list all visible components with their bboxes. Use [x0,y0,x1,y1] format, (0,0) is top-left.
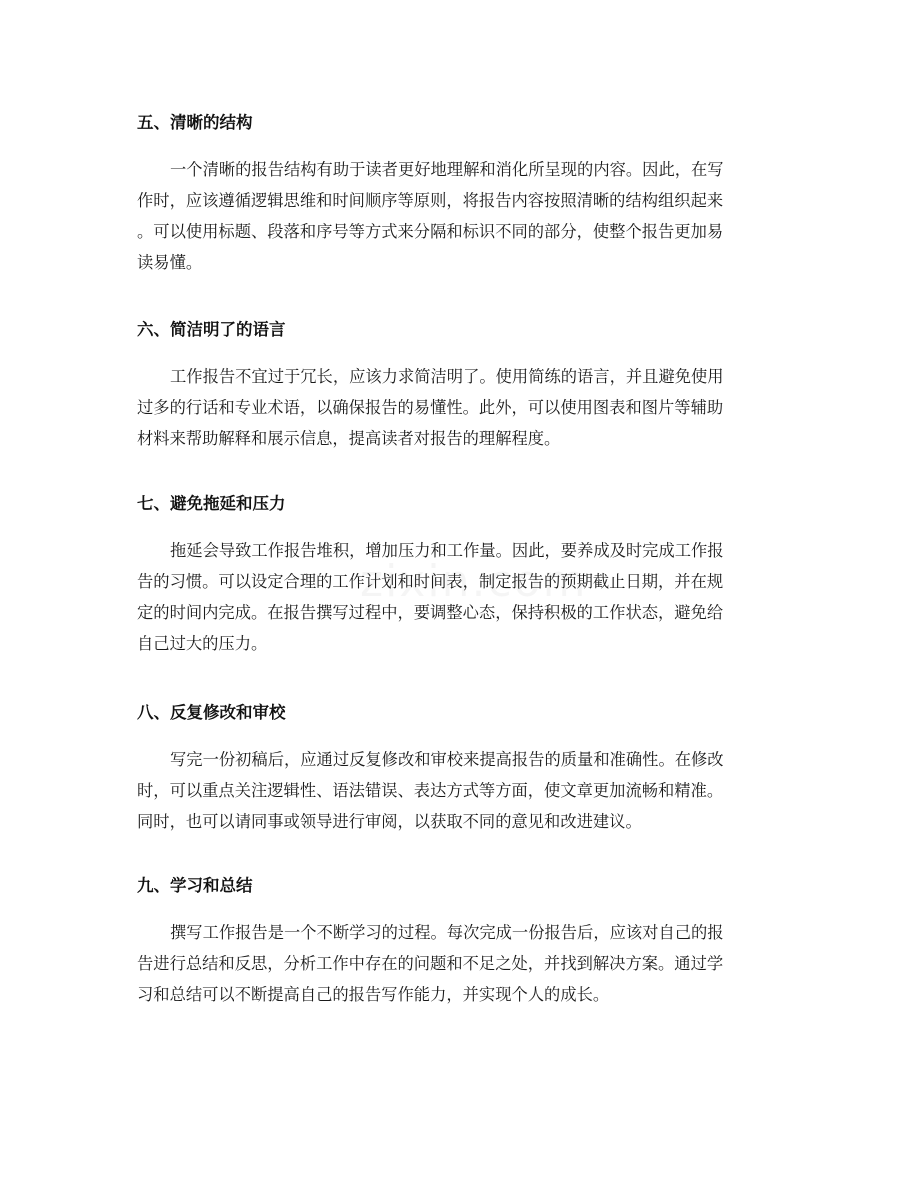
paragraph-line: 自己过大的压力。 [137,634,268,653]
paragraph-line: 作时，应该遵循逻辑思维和时间顺序等原则，将报告内容按照清晰的结构组织起来 [137,191,724,210]
paragraph-line: 拖延会导致工作报告堆积，增加压力和工作量。因此，要养成及时完成工作报 [170,541,724,560]
paragraph-line: 。可以使用标题、段落和序号等方式来分隔和标识不同的部分，使整个报告更加易 [137,222,724,241]
section-paragraph [137,154,787,278]
section-paragraph [137,917,787,1010]
section-heading: 七、避免拖延和压力 [137,494,286,513]
section-revision [137,701,787,837]
paragraph-line: 告的习惯。可以设定合理的工作计划和时间表，制定报告的预期截止日期，并在规 [137,572,724,591]
paragraph-line: 工作报告不宜过于冗长，应该力求简洁明了。使用简练的语言，并且避免使用 [170,367,724,386]
paragraph-line: 撰写工作报告是一个不断学习的过程。每次完成一份报告后，应该对自己的报 [170,923,724,942]
paragraph-line: 写完一份初稿后，应通过反复修改和审校来提高报告的质量和准确性。在修改 [170,750,724,769]
section-paragraph [137,361,787,454]
paragraph-line: 定的时间内完成。在报告撰写过程中，要调整心态，保持积极的工作状态，避免给 [137,603,724,622]
paragraph-line: 过多的行话和专业术语，以确保报告的易懂性。此外，可以使用图表和图片等辅助 [137,398,724,417]
section-paragraph [137,744,787,837]
paragraph-line: 时，可以重点关注逻辑性、语法错误、表达方式等方面，使文章更加流畅和精准。 [137,781,724,800]
section-learning [137,874,787,1010]
paragraph-line: 材料来帮助解释和展示信息，提高读者对报告的理解程度。 [137,429,561,448]
paragraph-line: 一个清晰的报告结构有助于读者更好地理解和消化所呈现的内容。因此，在写 [170,160,724,179]
section-heading: 八、反复修改和审校 [137,703,286,722]
paragraph-line: 同时，也可以请同事或领导进行审阅，以获取不同的意见和改进建议。 [137,812,642,831]
paragraph-line: 告进行总结和反思，分析工作中存在的问题和不足之处，并找到解决方案。通过学 [137,954,724,973]
section-paragraph [137,535,787,659]
paragraph-line: 习和总结可以不断提高自己的报告写作能力，并实现个人的成长。 [137,985,610,1004]
section-procrastination [137,492,787,659]
section-structure [137,111,787,278]
section-heading: 九、学习和总结 [137,876,253,895]
paragraph-line: 读易懂。 [137,253,203,272]
section-heading: 五、清晰的结构 [137,113,253,132]
section-language [137,318,787,454]
section-heading: 六、简洁明了的语言 [137,320,286,339]
